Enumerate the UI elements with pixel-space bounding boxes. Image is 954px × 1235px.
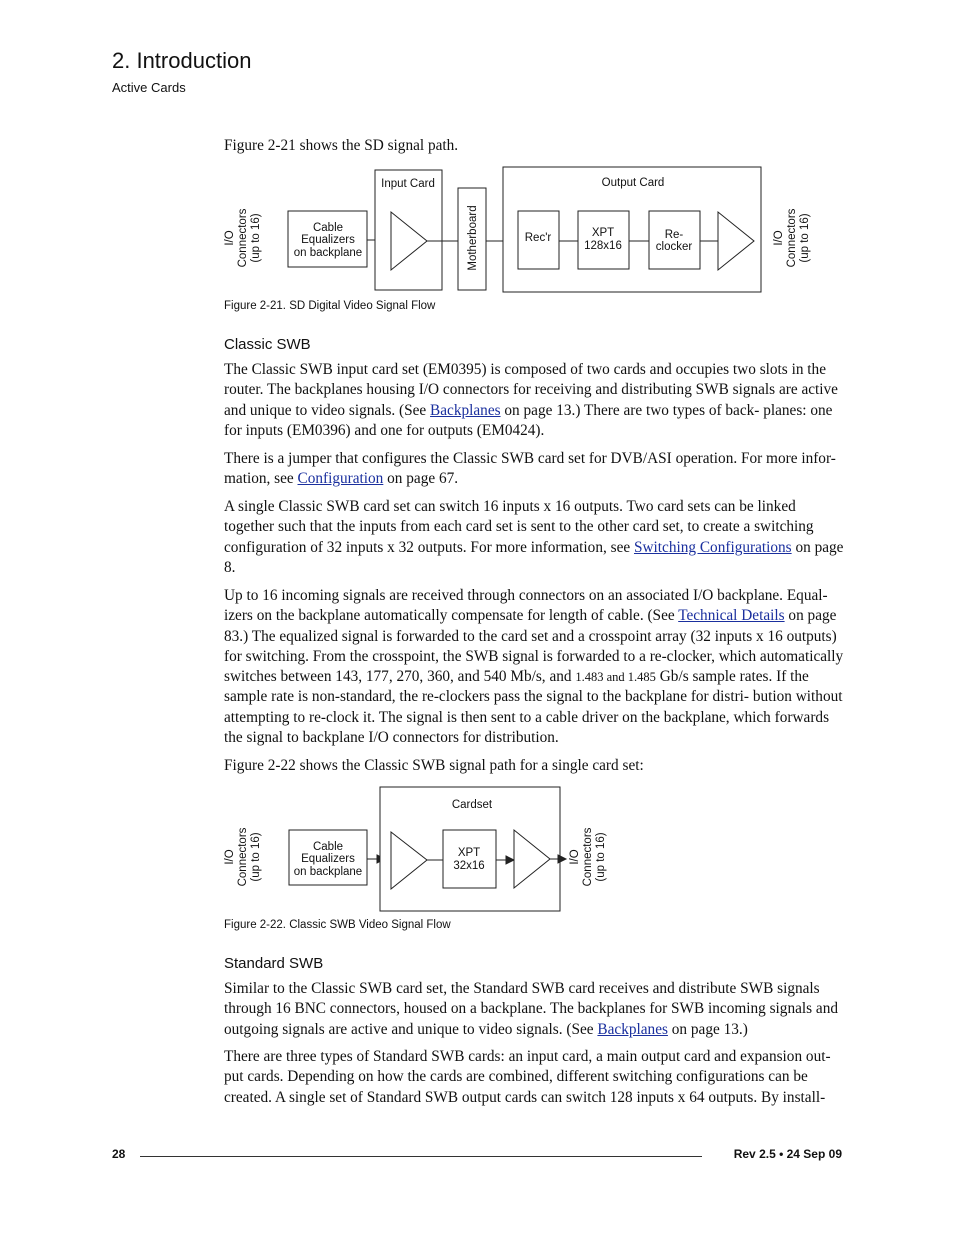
page-number: 28 [112, 1147, 126, 1161]
configuration-link[interactable]: Configuration [297, 470, 384, 488]
text-span: Gb/s sample rates. If the sample rate is non-standard, the re-clockers pass the signal to the backplane for distri- bution without attempting to re-clock it. The signal is then sent to a cable driver on the backplane, which forwards the signal to backplane I/O connectors for distribution. [224, 668, 843, 747]
io-left-line1: I/O [224, 230, 236, 246]
switching-configurations-link[interactable]: Switching Configurations [633, 538, 792, 556]
io-left-label [224, 208, 262, 267]
classic-para-1 [224, 360, 844, 441]
standard-para-1 [224, 979, 844, 1040]
io-right-line2: Connectors [786, 208, 798, 268]
chapter-title: 2. Introduction [112, 48, 252, 73]
io-right-line2: Connectors [582, 827, 594, 887]
cable-eq-line3: on backplane [293, 866, 363, 878]
arrow-head [558, 855, 566, 863]
text-span: on page 8. [224, 538, 844, 576]
xpt-line1: XPT [457, 847, 481, 859]
io-left-line2: Connectors [237, 827, 249, 887]
io-left-line2: Connectors [237, 208, 249, 268]
classic-para-5: Figure 2-22 shows the Classic SWB signal path for a single card set: [224, 757, 644, 774]
xpt-box [443, 830, 496, 888]
section-subtitle: Active Cards [112, 80, 186, 95]
intro-text: Figure 2-21 shows the SD signal path. [224, 137, 459, 154]
classic-para-3 [224, 497, 844, 578]
io-right-label [569, 827, 607, 886]
cable-eq-line2: Equalizers [301, 853, 355, 865]
xpt-line2: 128x16 [584, 240, 622, 252]
standard-para-2: There are three types of Standard SWB cards: an input card, a main output card and expansion out- put cards. Depending on how the cards are combined, different switching configurations can be created. A single set of Standard SWB output cards can switch 128 inputs x 64 outputs. By install- [224, 1048, 831, 1106]
motherboard-label: Motherboard [467, 205, 479, 271]
io-left-line3: (up to 16) [250, 832, 262, 882]
text-span: The Classic SWB input card set (EM0395) is composed of two cards and occupies two slots in the router. The backplanes housing I/O connectors for receiving and distributing SWB signals are active and unique to video signals. (See [224, 361, 838, 419]
classic-para-2 [224, 449, 844, 490]
footer-divider [140, 1156, 702, 1157]
io-left-label [224, 827, 262, 886]
text-span: on page 13.) [667, 1020, 748, 1038]
output-card-label: Output Card [601, 177, 665, 189]
cable-eq-line1: Cable [312, 841, 344, 853]
text-span: Up to 16 incoming signals are received through connectors on an associated I/O backplane. Equal- izers on the backplane automatically compensate for length of cable. (See [224, 587, 828, 625]
sd-signal-flow-diagram [0, 160, 954, 300]
rate-value: 1.483 [575, 670, 604, 685]
io-right-line1: I/O [773, 230, 785, 246]
text-span: on page 83.) The equalized signal is forwarded to the card set and a crosspoint array (32 inputs x 16 outputs) for switching. From the crosspoint, the SWB signal is forwarded to a re-clocker, which automatically switches between 143, 177, 270, 360, and 540 Mb/s, and [224, 607, 844, 686]
text-span: and [603, 670, 628, 685]
classic-para-4 [224, 586, 844, 748]
text-span: There is a jumper that configures the Classic SWB card set for DVB/ASI operation. For more infor- mation, see [224, 450, 836, 488]
io-right-line3: (up to 16) [595, 832, 607, 882]
xpt-line2: 32x16 [453, 860, 485, 872]
io-right-line1: I/O [569, 849, 581, 865]
input-card-label: Input Card [381, 178, 435, 190]
standard-swb-heading: Standard SWB [224, 955, 324, 972]
figure-caption-2-21: Figure 2-21. SD Digital Video Signal Flow [224, 300, 436, 312]
reclocker-in-label: Rec'r [524, 232, 552, 244]
revision-label: Rev 2.5 • 24 Sep 09 [733, 1147, 842, 1161]
text-span: A single Classic SWB card set can switch 16 inputs x 16 outputs. Two card sets can be linked together such that the inputs from each card set is sent to the other card set, to create a switching configuration of 32 inputs x 32 outputs. For more information, see [224, 498, 814, 556]
io-right-line3: (up to 16) [799, 213, 811, 263]
text-span: on page 67. [383, 470, 459, 488]
text-span: on page 13.) There are two types of back- planes: one for inputs (EM0396) and one for outputs (EM0424). [224, 401, 833, 439]
reclocker-line1: Re- [664, 229, 684, 241]
classic-swb-heading: Classic SWB [224, 336, 311, 353]
cable-eq-line1: Cable [312, 222, 344, 234]
io-left-line3: (up to 16) [250, 213, 262, 263]
xpt-line1: XPT [591, 227, 615, 239]
figure-caption-2-22: Figure 2-22. Classic SWB Video Signal Flow [224, 919, 451, 931]
text-span: Similar to the Classic SWB card set, the Standard SWB card receives and distribute SWB signals through 16 BNC connectors, housed on a backplane. The backplanes for SWB incoming signals and outgoing signals are active and unique to video signals. (See [224, 980, 839, 1038]
technical-details-link[interactable]: Technical Details [678, 607, 785, 625]
io-right-label [773, 208, 811, 267]
rate-value: 1.485 [627, 670, 656, 685]
classic-swb-signal-flow-diagram [0, 780, 954, 920]
cable-eq-line3: on backplane [293, 247, 363, 259]
cable-eq-line2: Equalizers [301, 234, 355, 246]
backplanes-link[interactable]: Backplanes [597, 1020, 668, 1038]
backplanes-link[interactable]: Backplanes [430, 401, 501, 419]
reclocker-line2: clocker [655, 241, 693, 253]
cardset-label: Cardset [451, 799, 493, 811]
io-left-line1: I/O [224, 849, 236, 865]
